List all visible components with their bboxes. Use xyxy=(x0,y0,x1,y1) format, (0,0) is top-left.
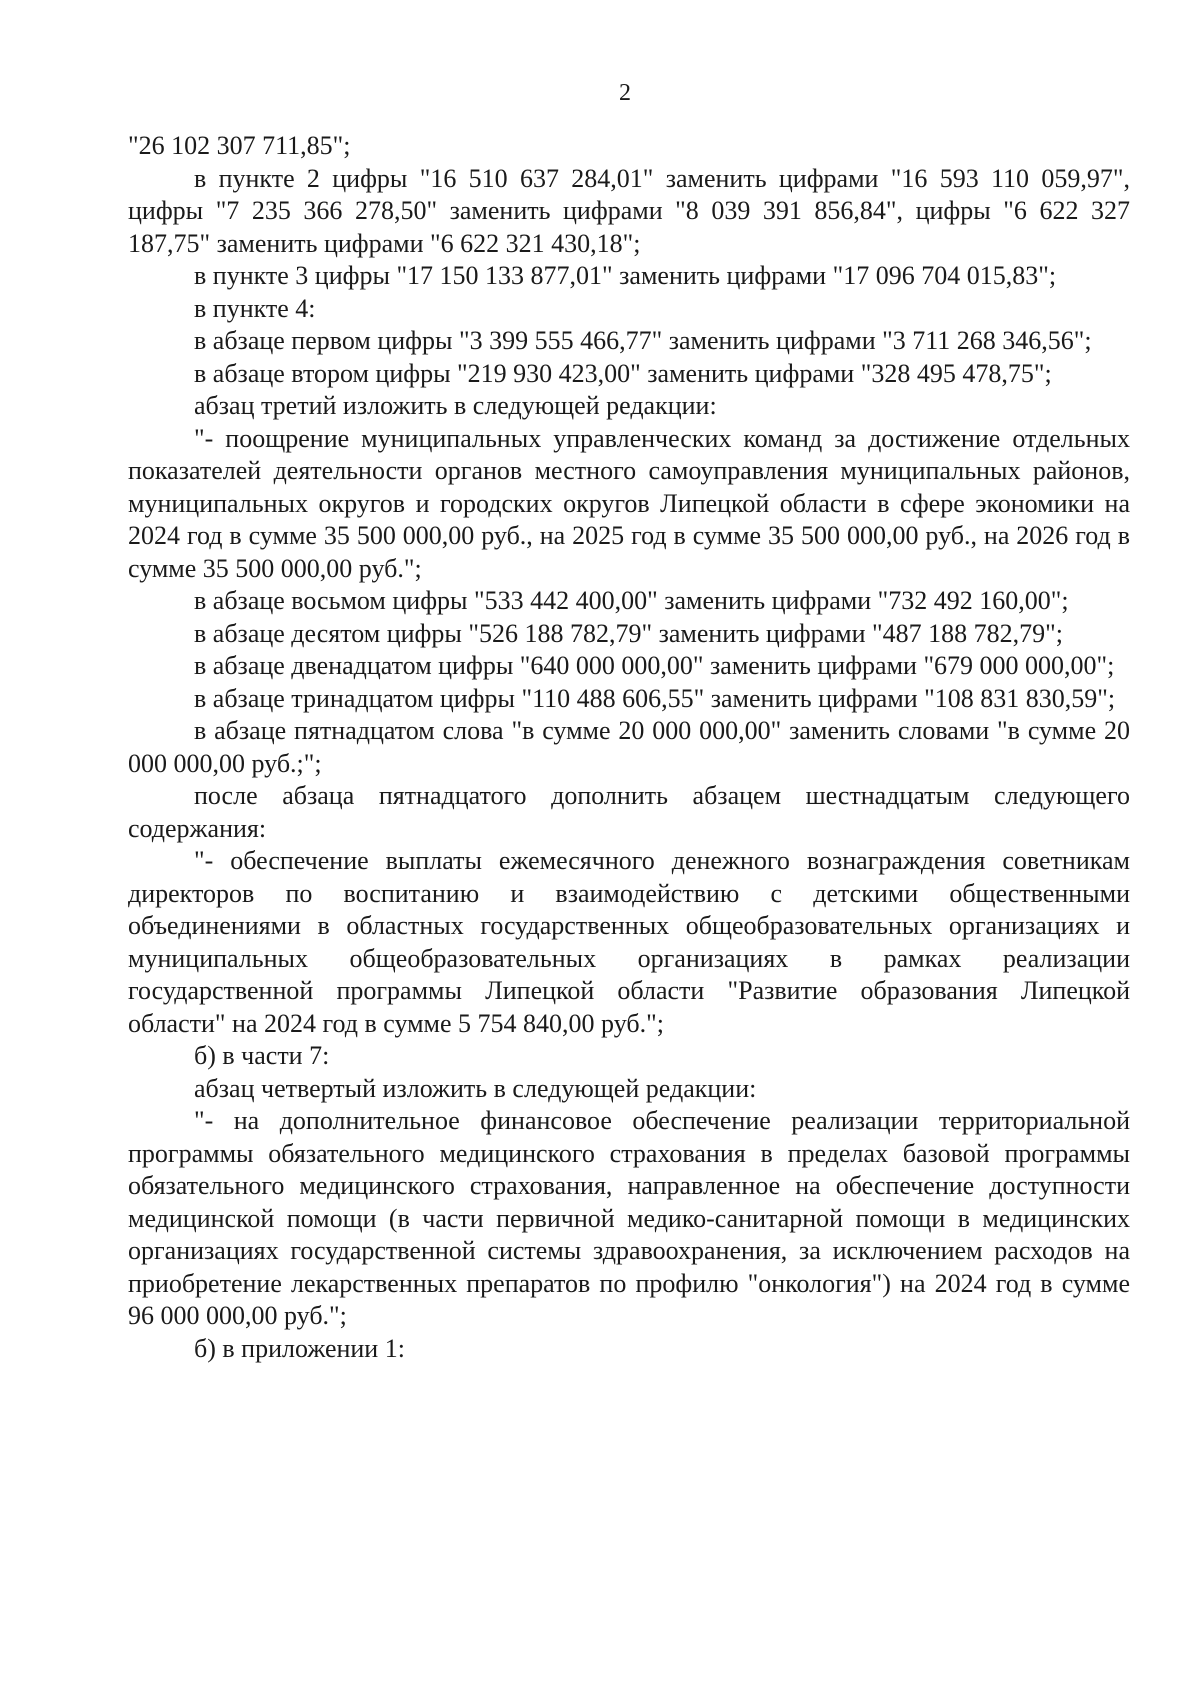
paragraph-abzac-15: в абзаце пятнадцатом слова "в сумме 20 000 000,00" заменить словами "в сумме 20 000 000,00 руб.;"; xyxy=(128,716,1130,778)
paragraph-abzac-3-text: "- поощрение муниципальных управленческих команд за достижение отдельных показателей деятельности органов местного самоуправления муниципальных районов, муниципальных округов и городских округов Липецкой области в сфере экономики на 2024 год в сумме 35 500 000,00 руб., на 2025 год в сумме 35 500 000,00 руб., на 2026 год в сумме 35 500 000,00 руб."; xyxy=(128,423,1130,583)
paragraph-abzac-12: в абзаце двенадцатом цифры "640 000 000,00" заменить цифрами "679 000 000,00"; xyxy=(194,651,1115,680)
page-number: 2 xyxy=(619,80,631,106)
document-body xyxy=(128,130,1130,1365)
paragraph-abzac-4-text: "- на дополнительное финансовое обеспечение реализации территориальной программы обязательного медицинского страхования в пределах базовой программы обязательного медицинского страхования, направленное на обеспечение доступности медицинской помощи (в части первичной медико-санитарной помощи в медицинских организациях государственной системы здравоохранения, за исключением расходов на приобретение лекарственных препаратов по профилю "онкология") на 2024 год в сумме 96 000 000,00 руб."; xyxy=(128,1106,1130,1330)
paragraph-abzac-1: в абзаце первом цифры "3 399 555 466,77" заменить цифрами "3 711 268 346,56"; xyxy=(194,326,1092,355)
paragraph-abzac-13: в абзаце тринадцатом цифры "110 488 606,55" заменить цифрами "108 831 830,59"; xyxy=(194,683,1116,713)
paragraph-point-3: в пункте 3 цифры "17 150 133 877,01" заменить цифрами "17 096 704 015,83"; xyxy=(194,261,1057,290)
paragraph-point-2: в пункте 2 цифры "16 510 637 284,01" заменить цифрами "16 593 110 059,97", цифры "7 235 366 278,50" заменить цифрами "8 039 391 856,84", цифры "6 622 327 187,75" заменить цифрами "6 622 321 430,18"; xyxy=(128,163,1130,258)
paragraph-abzac-4-heading: абзац четвертый изложить в следующей редакции: xyxy=(194,1073,757,1103)
paragraph-abzac-16-heading: после абзаца пятнадцатого дополнить абзацем шестнадцатым следующего содержания: xyxy=(128,781,1130,843)
paragraph-abzac-8: в абзаце восьмом цифры "533 442 400,00" заменить цифрами "732 492 160,00"; xyxy=(194,586,1069,615)
paragraph-total-amount: "26 102 307 711,85"; xyxy=(128,131,351,160)
paragraph-abzac-2: в абзаце втором цифры "219 930 423,00" заменить цифрами "328 495 478,75"; xyxy=(194,358,1052,388)
paragraph-appendix-1: б) в приложении 1: xyxy=(194,1333,405,1363)
paragraph-abzac-16-text: "- обеспечение выплаты ежемесячного денежного вознаграждения советникам директоров по воспитанию и взаимодействию с детскими общественными объединениями в областных государственных общеобразовательных организациях и муниципальных общеобразовательных организациях в рамках реализации государственной программы Липецкой области "Развитие образования Липецкой области" на 2024 год в сумме 5 754 840,00 руб."; xyxy=(128,846,1130,1038)
paragraph-point-4-heading: в пункте 4: xyxy=(194,293,316,323)
paragraph-part-7-heading: б) в части 7: xyxy=(194,1041,330,1070)
paragraph-abzac-3-heading: абзац третий изложить в следующей редакции: xyxy=(194,391,717,420)
paragraph-abzac-10: в абзаце десятом цифры "526 188 782,79" заменить цифрами "487 188 782,79"; xyxy=(194,618,1063,648)
